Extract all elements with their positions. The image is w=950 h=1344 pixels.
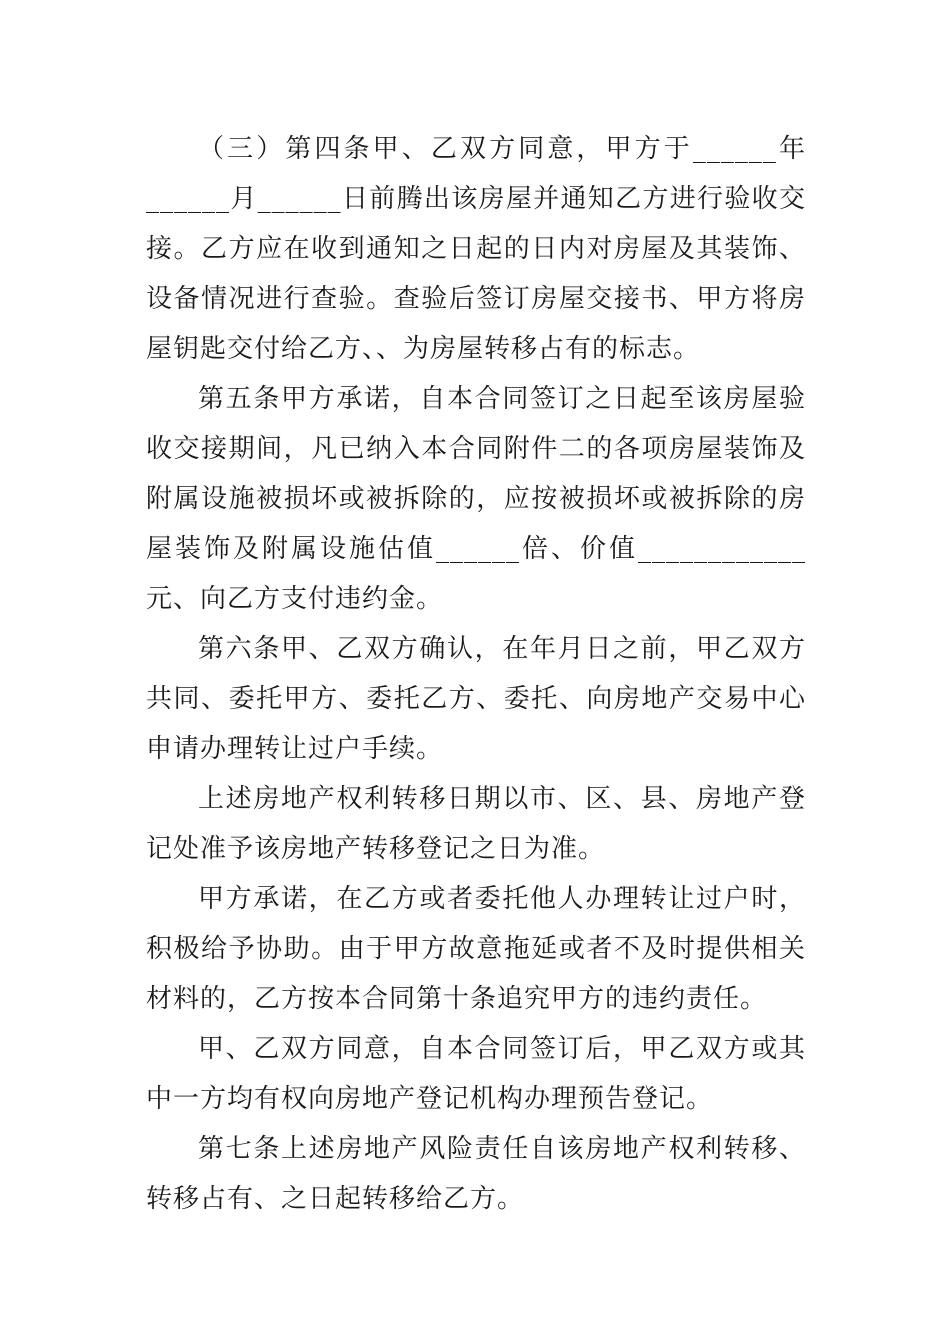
paragraph-article-6: 第六条甲、乙双方确认，在年月日之前，甲乙双方共同、委托甲方、委托乙方、委托、向房地产交易中心申请办理转让过户手续。 — [146, 634, 806, 764]
paragraph-transfer-date: 上述房地产权利转移日期以市、区、县、房地产登记处准予该房地产转移登记之日为准。 — [146, 784, 806, 864]
document-page — [146, 124, 806, 1224]
paragraph-advance-registration: 甲、乙双方同意，自本合同签订后，甲乙双方或其中一方均有权向房地产登记机构办理预告登记。 — [146, 1034, 806, 1114]
paragraph-article-7: 第七条上述房地产风险责任自该房地产权利转移、转移占有、之日起转移给乙方。 — [146, 1134, 806, 1214]
paragraph-party-a-promise: 甲方承诺，在乙方或者委托他人办理转让过户时，积极给予协助。由于甲方故意拖延或者不及时提供相关材料的，乙方按本合同第十条追究甲方的违约责任。 — [146, 884, 806, 1014]
paragraph-article-5: 第五条甲方承诺，自本合同签订之日起至该房屋验收交接期间，凡已纳入本合同附件二的各项房屋装饰及附属设施被损坏或被拆除的，应按被损坏或被拆除的房屋装饰及附属设施估值______倍、价值____________元、向乙方支付违约金。 — [146, 384, 806, 614]
paragraph-article-4: （三）第四条甲、乙双方同意，甲方于______年______月______日前腾出该房屋并通知乙方进行验收交接。乙方应在收到通知之日起的日内对房屋及其装饰、设备情况进行查验。查验后签订房屋交接书、甲方将房屋钥匙交付给乙方、、为房屋转移占有的标志。 — [146, 134, 806, 364]
